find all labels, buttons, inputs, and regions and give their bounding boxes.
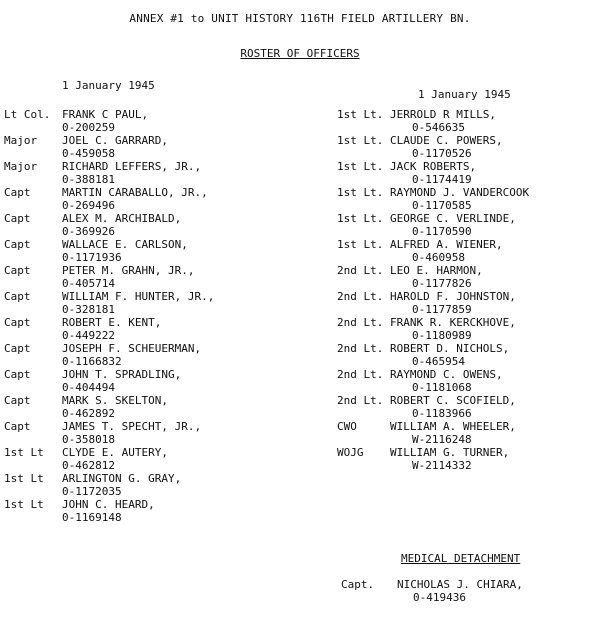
officer-serial: 0-200259 (62, 121, 115, 134)
officer-rank: 2nd Lt. (337, 316, 384, 329)
officer-serial: 0-1174419 (412, 173, 472, 186)
officer-name: WILLIAM F. HUNTER, JR., (62, 290, 215, 303)
officer-rank: Major (4, 134, 38, 147)
officer-serial: 0-1177826 (412, 277, 472, 290)
officer-name: FRANK C PAUL, (62, 108, 149, 121)
officer-serial: 0-1170526 (412, 147, 472, 160)
officer-name: GEORGE C. VERLINDE, (390, 212, 516, 225)
officer-name: NICHOLAS J. CHIARA, (397, 578, 523, 591)
officer-name: CLAUDE C. POWERS, (390, 134, 503, 147)
officer-name: JACK ROBERTS, (390, 160, 477, 173)
left-officer-list (4, 108, 304, 524)
officer-serial: 0-460958 (412, 251, 465, 264)
officer-entry (337, 264, 599, 290)
officer-entry (337, 342, 599, 368)
officer-serial: 0-1170590 (412, 225, 472, 238)
officer-serial: 0-1172035 (62, 485, 122, 498)
officer-entry (4, 160, 304, 186)
officer-name: JOHN T. SPRADLING, (62, 368, 182, 381)
officer-rank: 2nd Lt. (337, 342, 384, 355)
officer-serial: W-2114332 (412, 459, 472, 472)
officer-entry (4, 394, 304, 420)
officer-rank: 1st Lt (4, 446, 44, 459)
officer-serial: 0-1181068 (412, 381, 472, 394)
officer-serial: 0-546635 (412, 121, 465, 134)
officer-name: LEO E. HARMON, (390, 264, 483, 277)
officer-serial: 0-405714 (62, 277, 115, 290)
officer-name: WILLIAM A. WHEELER, (390, 420, 516, 433)
officer-rank: 1st Lt. (337, 160, 384, 173)
officer-name: JAMES T. SPECHT, JR., (62, 420, 202, 433)
officer-name: ROBERT D. NICHOLS, (390, 342, 510, 355)
officer-serial: 0-369926 (62, 225, 115, 238)
officer-rank: WOJG (337, 446, 364, 459)
officer-serial: 0-388181 (62, 173, 115, 186)
officer-serial: 0-328181 (62, 303, 115, 316)
officer-entry (4, 108, 304, 134)
officer-entry (337, 212, 599, 238)
officer-entry (4, 472, 304, 498)
medical-detachment-heading: MEDICAL DETACHMENT (401, 552, 521, 565)
officer-serial: 0-1166832 (62, 355, 122, 368)
officer-entry (4, 446, 304, 472)
officer-rank: 1st Lt. (337, 212, 384, 225)
officer-entry (337, 290, 599, 316)
officer-rank: 1st Lt. (337, 134, 384, 147)
officer-entry (4, 290, 304, 316)
officer-rank: 1st Lt (4, 472, 44, 485)
officer-entry (4, 368, 304, 394)
officer-rank: Capt (4, 420, 31, 433)
officer-entry (337, 446, 599, 472)
officer-serial: 0-1169148 (62, 511, 122, 524)
officer-rank: Capt (4, 394, 31, 407)
officer-name: RICHARD LEFFERS, JR., (62, 160, 202, 173)
officer-rank: Capt (4, 290, 31, 303)
officer-entry (4, 186, 304, 212)
left-column-date: 1 January 1945 (62, 79, 155, 92)
officer-name: RAYMOND J. VANDERCOOK (390, 186, 530, 199)
officer-entry (4, 316, 304, 342)
roster-heading: ROSTER OF OFFICERS (240, 47, 360, 60)
officer-name: JOHN C. HEARD, (62, 498, 155, 511)
officer-entry (337, 368, 599, 394)
officer-serial: 0-404494 (62, 381, 115, 394)
officer-rank: CWO (337, 420, 357, 433)
officer-rank: 2nd Lt. (337, 368, 384, 381)
officer-name: ROBERT C. SCOFIELD, (390, 394, 516, 407)
officer-serial: 0-1170585 (412, 199, 472, 212)
officer-serial: 0-462892 (62, 407, 115, 420)
officer-name: WALLACE E. CARLSON, (62, 238, 188, 251)
officer-serial: 0-459058 (62, 147, 115, 160)
officer-serial: 0-449222 (62, 329, 115, 342)
officer-serial: 0-1180989 (412, 329, 472, 342)
officer-name: JERROLD R MILLS, (390, 108, 496, 121)
officer-rank: 2nd Lt. (337, 290, 384, 303)
officer-rank: 1st Lt. (337, 108, 384, 121)
officer-name: ALFRED A. WIENER, (390, 238, 503, 251)
officer-name: HAROLD F. JOHNSTON, (390, 290, 516, 303)
officer-rank: 2nd Lt. (337, 394, 384, 407)
officer-rank: 1st Lt (4, 498, 44, 511)
officer-name: JOSEPH F. SCHEUERMAN, (62, 342, 202, 355)
officer-entry (4, 134, 304, 160)
officer-name: MARK S. SKELTON, (62, 394, 168, 407)
officer-rank: Major (4, 160, 38, 173)
officer-serial: 0-465954 (412, 355, 465, 368)
officer-rank: 2nd Lt. (337, 264, 384, 277)
officer-rank: 1st Lt. (337, 238, 384, 251)
officer-rank: Capt (4, 316, 31, 329)
officer-serial: 0-419436 (413, 591, 466, 604)
annex-title: ANNEX #1 to UNIT HISTORY 116TH FIELD ARTILLERY BN. (129, 12, 471, 25)
officer-serial: 0-1177859 (412, 303, 472, 316)
officer-name: ROBERT E. KENT, (62, 316, 162, 329)
officer-name: FRANK R. KERCKHOVE, (390, 316, 516, 329)
medical-officer-entry (341, 578, 523, 604)
officer-rank: Capt (4, 342, 31, 355)
officer-rank: Capt (4, 238, 31, 251)
officer-entry (337, 108, 599, 134)
officer-entry (337, 394, 599, 420)
officer-entry (337, 134, 599, 160)
right-column-date: 1 January 1945 (418, 88, 511, 101)
officer-rank: Capt (4, 264, 31, 277)
officer-name: ARLINGTON G. GRAY, (62, 472, 182, 485)
officer-entry (4, 238, 304, 264)
officer-serial: 0-1183966 (412, 407, 472, 420)
officer-name: WILLIAM G. TURNER, (390, 446, 510, 459)
officer-entry (337, 420, 599, 446)
officer-name: PETER M. GRAHN, JR., (62, 264, 195, 277)
officer-entry (337, 186, 599, 212)
officer-rank: Capt (4, 368, 31, 381)
officer-entry (4, 342, 304, 368)
officer-serial: 0-462812 (62, 459, 115, 472)
officer-rank: Capt (4, 186, 31, 199)
officer-entry (337, 238, 599, 264)
officer-rank: Lt Col. (4, 108, 51, 121)
officer-rank: Capt (4, 212, 31, 225)
right-officer-list (337, 108, 599, 472)
officer-name: MARTIN CARABALLO, JR., (62, 186, 208, 199)
officer-entry (4, 498, 304, 524)
officer-name: CLYDE E. AUTERY, (62, 446, 168, 459)
officer-rank: Capt. (341, 578, 375, 591)
officer-entry (4, 264, 304, 290)
officer-entry (337, 316, 599, 342)
officer-entry (337, 160, 599, 186)
officer-name: JOEL C. GARRARD, (62, 134, 168, 147)
officer-entry (4, 420, 304, 446)
officer-name: RAYMOND C. OWENS, (390, 368, 503, 381)
officer-name: ALEX M. ARCHIBALD, (62, 212, 182, 225)
officer-rank: 1st Lt. (337, 186, 384, 199)
officer-serial: 0-1171936 (62, 251, 122, 264)
officer-serial: 0-269496 (62, 199, 115, 212)
officer-serial: 0-358018 (62, 433, 115, 446)
officer-entry (4, 212, 304, 238)
officer-serial: W-2116248 (412, 433, 472, 446)
